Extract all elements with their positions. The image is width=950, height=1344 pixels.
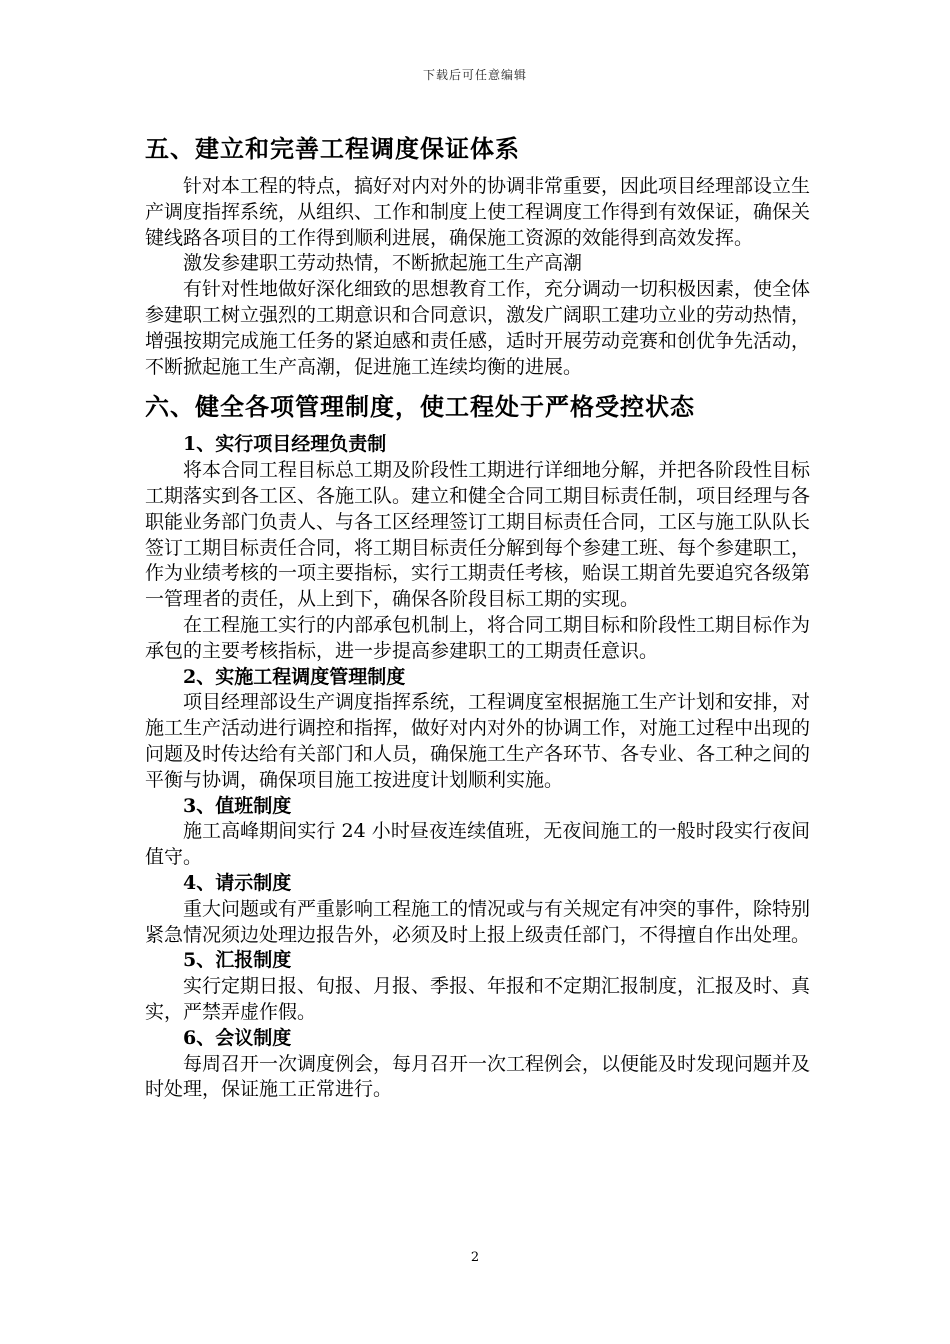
document-body <box>145 132 810 1103</box>
subsection-title: 6、会议制度 <box>183 1026 292 1049</box>
paragraph: 针对本工程的特点，搞好对内对外的协调非常重要，因此项目经理部设立生产调度指挥系统，从组织、工作和制度上使工程调度工作得到有效保证，确保关键线路各项目的工作得到顺利进展，确保施工资源的效能得到高效发挥。 <box>145 175 811 249</box>
paragraph: 每周召开一次调度例会，每月召开一次工程例会，以便能及时发现问题并及时处理，保证施工正常进行。 <box>145 1052 811 1101</box>
paragraph: 有针对性地做好深化细致的思想教育工作，充分调动一切积极因素，使全体参建职工树立强烈的工期意识和合同意识，激发广阔职工建功立业的劳动热情，增强按期完成施工任务的紧迫感和责任感，适时开展劳动竞赛和创优争先活动，不断掀起施工生产高潮，促进施工连续均衡的进展。 <box>145 278 811 378</box>
subsection-title: 2、实施工程调度管理制度 <box>183 665 406 688</box>
paragraph: 将本合同工程目标总工期及阶段性工期进行详细地分解，并把各阶段性目标工期落实到各工区、各施工队。建立和健全合同工期目标责任制，项目经理与各职能业务部门负责人、与各工区经理签订工期目标责任合同，工区与施工队队长签订工期目标责任合同，将工期目标责任分解到每个参建工班、每个参建职工，作为业绩考核的一项主要指标，实行工期责任考核，贻误工期首先要追究各级第一管理者的责任，从上到下，确保各阶段目标工期的实现。 <box>145 459 811 611</box>
subsection-title: 3、值班制度 <box>183 794 292 817</box>
paragraph: 实行定期日报、旬报、月报、季报、年报和不定期汇报制度，汇报及时、真实，严禁弄虚作假。 <box>145 975 811 1023</box>
section-6-title: 六、健全各项管理制度，使工程处于严格受控状态 <box>145 392 695 422</box>
subsection-title: 1、实行项目经理负责制 <box>183 433 387 456</box>
paragraph: 项目经理部设生产调度指挥系统，工程调度室根据施工生产计划和安排，对施工生产活动进行调控和指挥，做好对内对外的协调工作，对施工过程中出现的问题及时传达给有关部门和人员，确保施工生产各环节、各专业、各工种之间的平衡与协调，确保项目施工按进度计划顺利实施。 <box>145 691 811 791</box>
subsection-title: 4、请示制度 <box>183 871 292 894</box>
paragraph: 重大问题或有严重影响工程施工的情况或与有关规定有冲突的事件，除特别紧急情况须边处理边报告外，必须及时上报上级责任部门，不得擅自作出处理。 <box>145 897 811 946</box>
page-header: 下载后可任意编辑 <box>422 68 527 82</box>
paragraph: 激发参建职工劳动热情，不断掀起施工生产高潮 <box>183 252 583 275</box>
page-number: 2 <box>470 1250 480 1265</box>
subsection-title: 5、汇报制度 <box>183 949 292 972</box>
paragraph: 施工高峰期间实行 24 小时昼夜连续值班，无夜间施工的一般时段实行夜间值守。 <box>145 820 810 869</box>
section-5-title: 五、建立和完善工程调度保证体系 <box>145 134 520 163</box>
paragraph: 在工程施工实行的内部承包机制上，将合同工期目标和阶段性工期目标作为承包的主要考核指标，进一步提高参建职工的工期责任意识。 <box>145 613 811 662</box>
